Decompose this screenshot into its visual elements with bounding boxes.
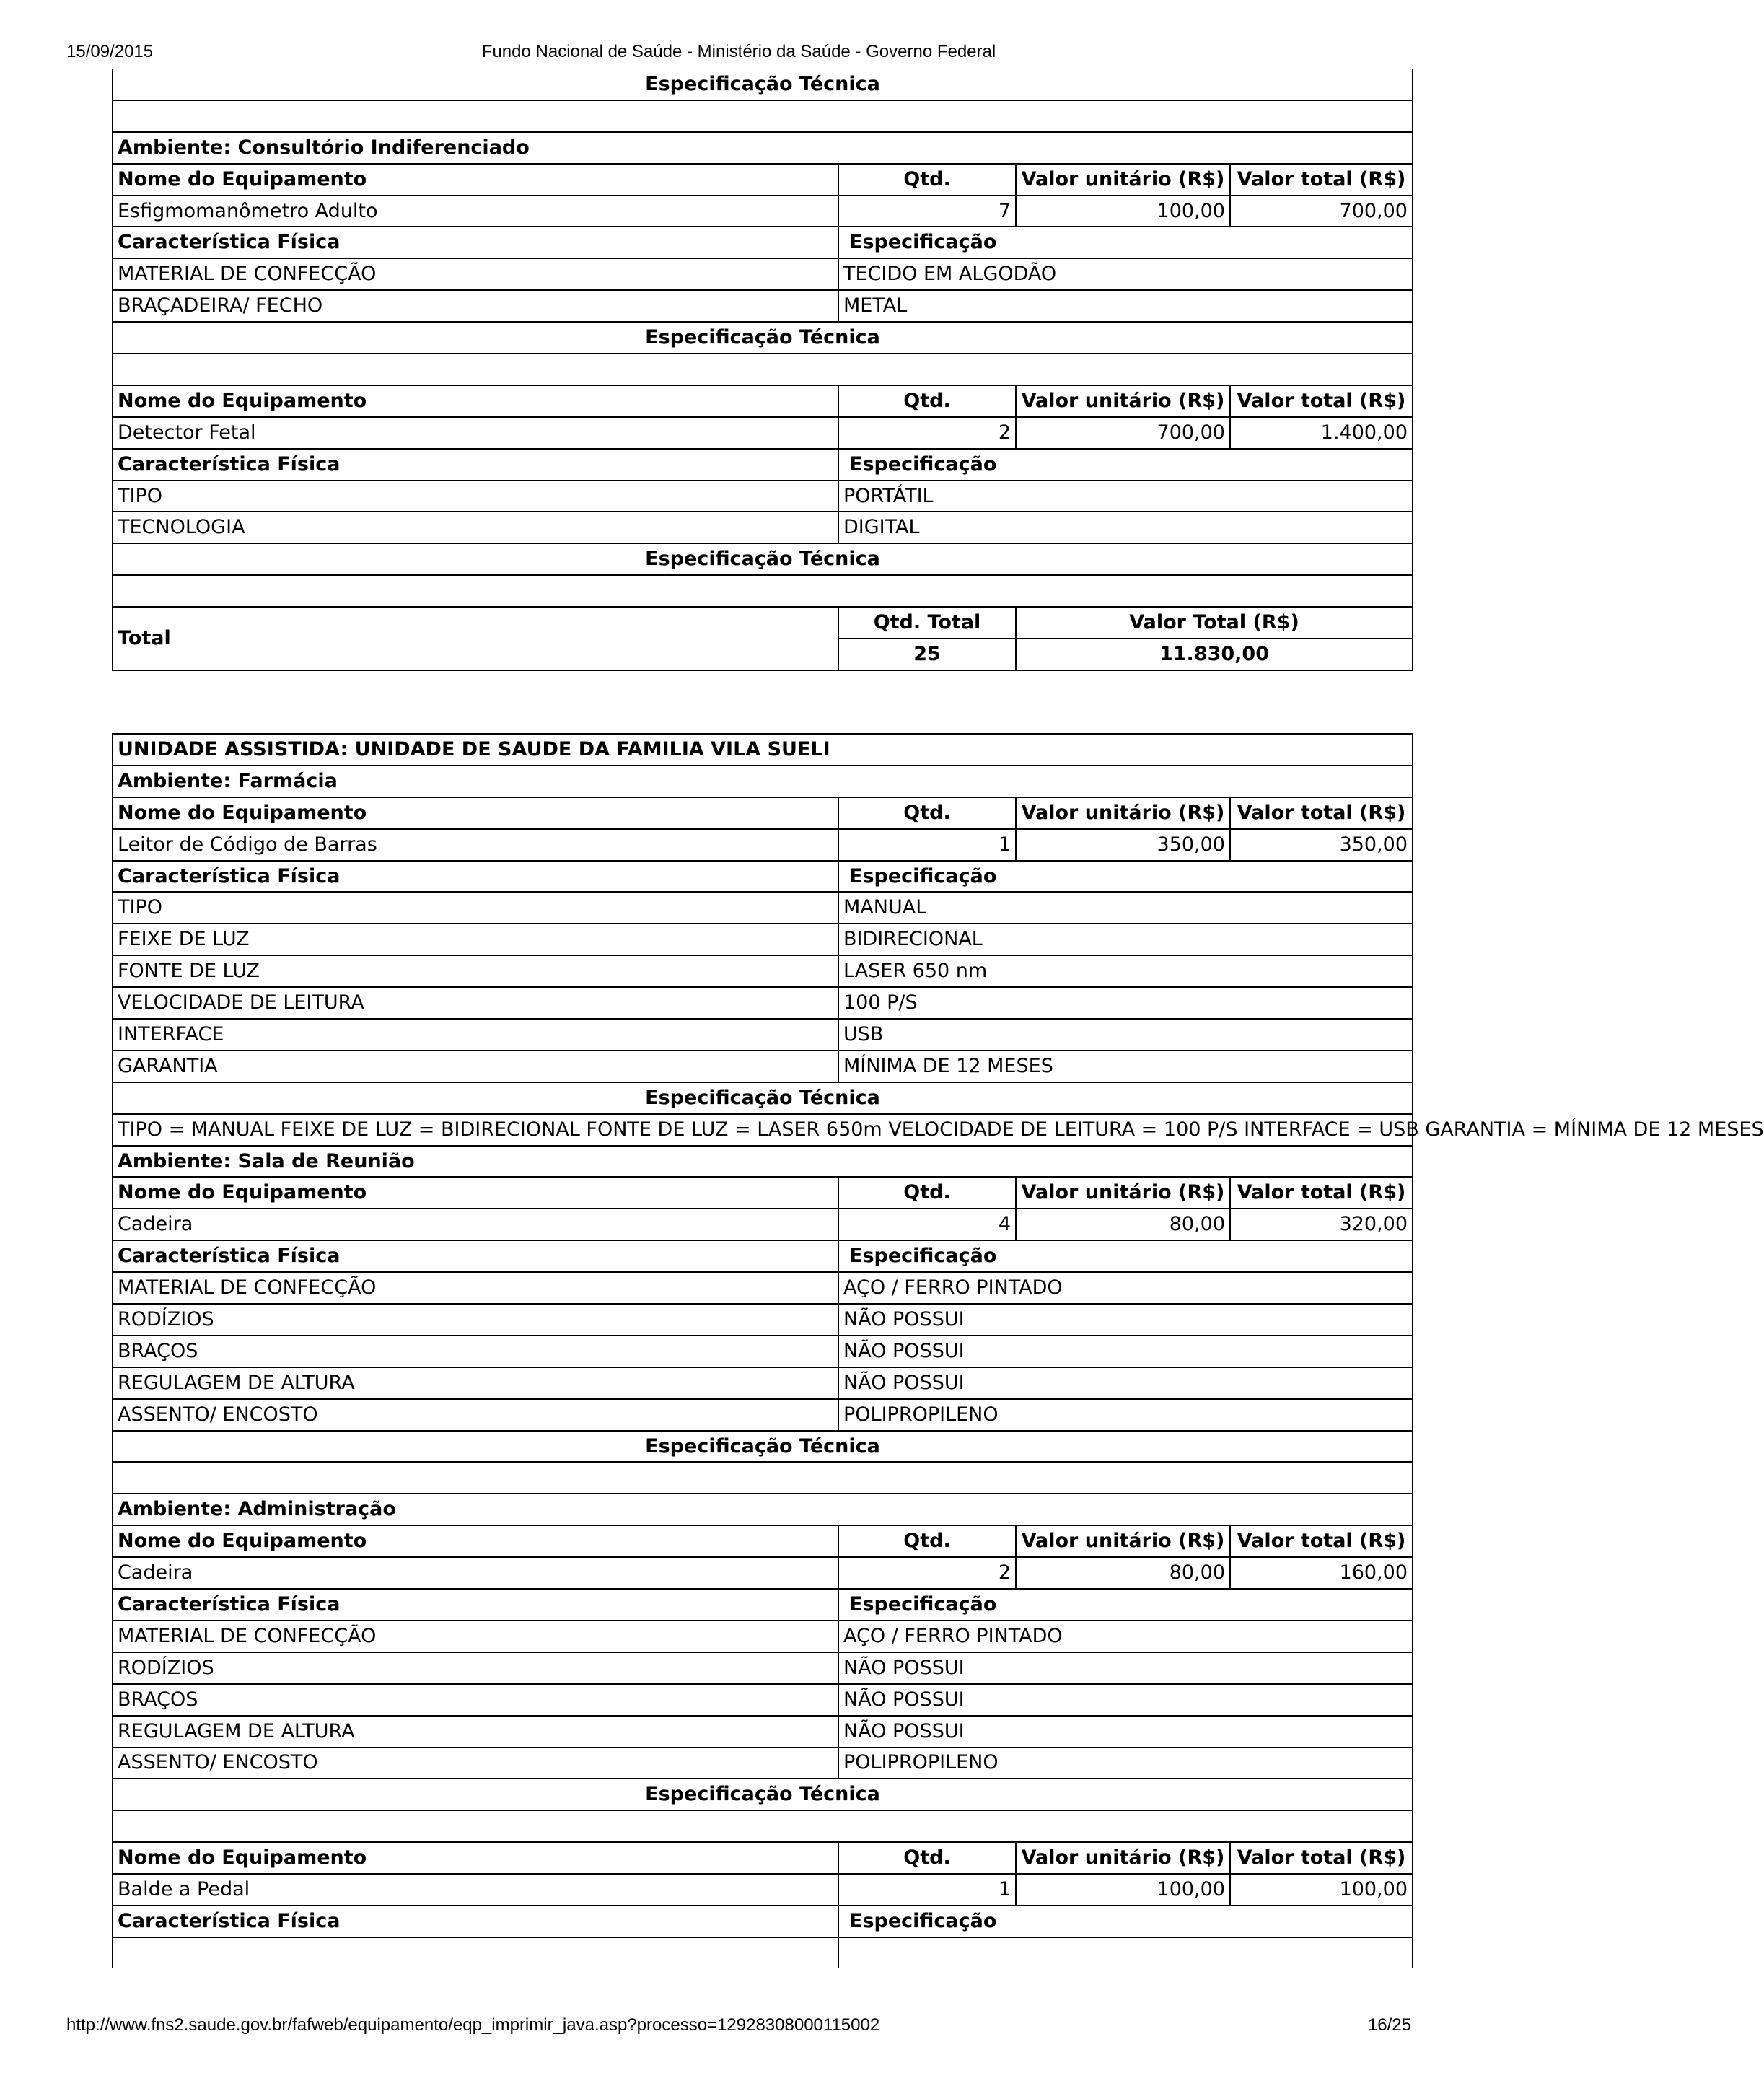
spec-row — [113, 1367, 1413, 1399]
spec-value: NÃO POSSUI — [838, 1684, 1413, 1716]
spec-row — [113, 1272, 1413, 1304]
spec-value: BIDIRECIONAL — [838, 924, 1413, 955]
equipment-table-continued — [112, 69, 1413, 671]
spec-name: BRAÇADEIRA/ FECHO — [113, 290, 838, 322]
spec-row — [113, 290, 1413, 322]
spec-name: TECNOLOGIA — [113, 512, 838, 543]
spec-name: ASSENTO/ ENCOSTO — [113, 1748, 838, 1779]
spec-row — [113, 1652, 1413, 1684]
equipment-total-value: 350,00 — [1230, 829, 1413, 861]
page-number: 16/25 — [1367, 2015, 1411, 2035]
equipment-qtd: 2 — [838, 417, 1016, 449]
spec-header-row — [113, 227, 1413, 258]
equipment-header-row — [113, 164, 1413, 196]
spec-name — [113, 1937, 838, 1968]
col-valor-total: Valor total (R$) — [1230, 1525, 1413, 1557]
col-especificacao: Especificação — [838, 1906, 1413, 1937]
spec-tecnica-value — [113, 354, 1413, 385]
equipment-name: Cadeira — [113, 1209, 838, 1240]
equipment-total-value: 100,00 — [1230, 1874, 1413, 1906]
col-especificacao: Especificação — [838, 1589, 1413, 1621]
spec-value — [838, 1937, 1413, 1968]
unidade-table — [112, 733, 1764, 1968]
spec-header-row — [113, 1240, 1413, 1272]
spec-value: POLIPROPILENO — [838, 1748, 1413, 1779]
equipment-name: Detector Fetal — [113, 417, 838, 449]
spec-value: MANUAL — [838, 892, 1413, 924]
equipment-row — [113, 829, 1413, 861]
spec-value: PORTÁTIL — [838, 481, 1413, 512]
ambiente-label: Ambiente: Farmácia — [113, 766, 1413, 797]
col-qtd: Qtd. — [838, 1842, 1016, 1874]
spec-value: TECIDO EM ALGODÃO — [838, 258, 1413, 290]
equipment-total-value: 700,00 — [1230, 196, 1413, 227]
spec-name: TIPO — [113, 481, 838, 512]
col-valor-total: Valor total (R$) — [1230, 164, 1413, 196]
col-valor-unitario: Valor unitário (R$) — [1016, 164, 1230, 196]
spec-value: NÃO POSSUI — [838, 1304, 1413, 1336]
spec-row — [113, 1684, 1413, 1716]
col-valor-unitario: Valor unitário (R$) — [1016, 797, 1230, 829]
equipment-unit-value: 100,00 — [1016, 1874, 1230, 1906]
col-valor-unitario: Valor unitário (R$) — [1016, 385, 1230, 417]
spec-value: DIGITAL — [838, 512, 1413, 543]
col-caracteristica: Característica Física — [113, 1240, 838, 1272]
col-valor-unitario: Valor unitário (R$) — [1016, 1177, 1230, 1209]
col-valor-total: Valor total (R$) — [1230, 797, 1413, 829]
col-valor-total: Valor total (R$) — [1230, 1842, 1413, 1874]
spec-name: TIPO — [113, 892, 838, 924]
ambiente-label: Ambiente: Consultório Indiferenciado — [113, 132, 1413, 164]
col-valor-total: Valor total (R$) — [1230, 385, 1413, 417]
spec-tecnica-header: Especificação Técnica — [113, 1431, 1413, 1463]
col-nome-equipamento: Nome do Equipamento — [113, 1842, 838, 1874]
col-qtd: Qtd. — [838, 797, 1016, 829]
print-title: Fundo Nacional de Saúde - Ministério da Saúde - Governo Federal — [481, 42, 996, 61]
col-caracteristica: Característica Física — [113, 227, 838, 258]
col-valor-unitario: Valor unitário (R$) — [1016, 1842, 1230, 1874]
print-date: 15/09/2015 — [66, 42, 154, 61]
col-nome-equipamento: Nome do Equipamento — [113, 385, 838, 417]
spec-row — [113, 1304, 1413, 1336]
spec-name: BRAÇOS — [113, 1684, 838, 1716]
spec-tecnica-header: Especificação Técnica — [113, 322, 1413, 354]
equipment-row — [113, 1874, 1413, 1906]
equipment-unit-value: 350,00 — [1016, 829, 1230, 861]
spec-value: USB — [838, 1019, 1413, 1051]
equipment-name: Esfigmomanômetro Adulto — [113, 196, 838, 227]
spec-name: VELOCIDADE DE LEITURA — [113, 987, 838, 1019]
spec-header-row — [113, 1906, 1413, 1937]
spec-value: AÇO / FERRO PINTADO — [838, 1621, 1413, 1652]
spec-name: MATERIAL DE CONFECÇÃO — [113, 1621, 838, 1652]
spec-tecnica-value — [113, 100, 1413, 132]
spec-row — [113, 892, 1413, 924]
equipment-qtd: 2 — [838, 1557, 1016, 1589]
spec-name: RODÍZIOS — [113, 1652, 838, 1684]
spec-row — [113, 258, 1413, 290]
spec-value: NÃO POSSUI — [838, 1367, 1413, 1399]
spec-value: METAL — [838, 290, 1413, 322]
col-caracteristica: Característica Física — [113, 449, 838, 481]
col-especificacao: Especificação — [838, 227, 1413, 258]
equipment-name: Leitor de Código de Barras — [113, 829, 838, 861]
col-caracteristica: Característica Física — [113, 1906, 838, 1937]
spec-tecnica-header: Especificação Técnica — [113, 543, 1413, 575]
ambiente-label: Ambiente: Administração — [113, 1494, 1413, 1525]
col-nome-equipamento: Nome do Equipamento — [113, 1525, 838, 1557]
page-url: http://www.fns2.saude.gov.br/fafweb/equipamento/eqp_imprimir_java.asp?processo=12928308000115002 — [66, 2015, 880, 2035]
equipment-unit-value: 80,00 — [1016, 1209, 1230, 1240]
spec-tecnica-header: Especificação Técnica — [113, 1082, 1413, 1114]
spec-name: MATERIAL DE CONFECÇÃO — [113, 1272, 838, 1304]
col-qtd: Qtd. — [838, 1177, 1016, 1209]
spec-name: FEIXE DE LUZ — [113, 924, 838, 955]
equipment-unit-value: 700,00 — [1016, 417, 1230, 449]
ambiente-label: Ambiente: Sala de Reunião — [113, 1146, 1413, 1178]
col-especificacao: Especificação — [838, 449, 1413, 481]
spec-value: AÇO / FERRO PINTADO — [838, 1272, 1413, 1304]
equipment-row — [113, 196, 1413, 227]
equipment-row — [113, 1557, 1413, 1589]
equipment-qtd: 4 — [838, 1209, 1016, 1240]
equipment-header-row — [113, 1525, 1413, 1557]
spec-row — [113, 512, 1413, 543]
spec-row — [113, 1621, 1413, 1652]
spec-name: GARANTIA — [113, 1051, 838, 1082]
equipment-header-row — [113, 1177, 1413, 1209]
equipment-unit-value: 80,00 — [1016, 1557, 1230, 1589]
spec-tecnica-header: Especificação Técnica — [113, 69, 1413, 100]
col-qtd: Qtd. — [838, 1525, 1016, 1557]
equipment-name: Balde a Pedal — [113, 1874, 838, 1906]
equipment-row — [113, 1209, 1413, 1240]
equipment-name: Cadeira — [113, 1557, 838, 1589]
equipment-header-row — [113, 385, 1413, 417]
col-valor-total: Valor total (R$) — [1230, 1177, 1413, 1209]
spec-tecnica-value — [113, 575, 1413, 607]
spec-tecnica-value — [113, 1810, 1413, 1842]
totals-header-row — [113, 607, 1413, 639]
qtd-total-value: 25 — [838, 639, 1016, 670]
equipment-header-row — [113, 1842, 1413, 1874]
spec-value: LASER 650 nm — [838, 955, 1413, 987]
col-nome-equipamento: Nome do Equipamento — [113, 797, 838, 829]
col-qtd: Qtd. — [838, 164, 1016, 196]
spec-row — [113, 1019, 1413, 1051]
equipment-qtd: 1 — [838, 829, 1016, 861]
valor-total-value: 11.830,00 — [1016, 639, 1413, 670]
equipment-row — [113, 417, 1413, 449]
spec-value: POLIPROPILENO — [838, 1399, 1413, 1431]
col-especificacao: Especificação — [838, 1240, 1413, 1272]
equipment-qtd: 1 — [838, 1874, 1016, 1906]
spec-value: NÃO POSSUI — [838, 1716, 1413, 1748]
col-caracteristica: Característica Física — [113, 1589, 838, 1621]
spec-value: NÃO POSSUI — [838, 1336, 1413, 1367]
spec-row — [113, 1716, 1413, 1748]
spec-row — [113, 481, 1413, 512]
spec-name: INTERFACE — [113, 1019, 838, 1051]
spec-row — [113, 1399, 1413, 1431]
equipment-total-value: 1.400,00 — [1230, 417, 1413, 449]
spec-tecnica-value — [113, 1462, 1413, 1494]
spec-row — [113, 987, 1413, 1019]
spec-name: MATERIAL DE CONFECÇÃO — [113, 258, 838, 290]
col-especificacao: Especificação — [838, 861, 1413, 893]
spec-name: BRAÇOS — [113, 1336, 838, 1367]
spec-value: NÃO POSSUI — [838, 1652, 1413, 1684]
spec-tecnica-value: TIPO = MANUAL FEIXE DE LUZ = BIDIRECIONAL FONTE DE LUZ = LASER 650m VELOCIDADE DE LEITURA = 100 P/S INTERFACE = USB GARANTIA = MÍNIMA DE 12 MESES — [113, 1114, 1413, 1146]
equipment-unit-value: 100,00 — [1016, 196, 1230, 227]
col-nome-equipamento: Nome do Equipamento — [113, 164, 838, 196]
col-qtd: Qtd. — [838, 385, 1016, 417]
equipment-total-value: 320,00 — [1230, 1209, 1413, 1240]
col-valor-unitario: Valor unitário (R$) — [1016, 1525, 1230, 1557]
spec-name: REGULAGEM DE ALTURA — [113, 1716, 838, 1748]
equipment-qtd: 7 — [838, 196, 1016, 227]
spec-row — [113, 955, 1413, 987]
col-nome-equipamento: Nome do Equipamento — [113, 1177, 838, 1209]
col-caracteristica: Característica Física — [113, 861, 838, 893]
spec-row — [113, 924, 1413, 955]
spec-row — [113, 1748, 1413, 1779]
spec-name: REGULAGEM DE ALTURA — [113, 1367, 838, 1399]
col-valor-total-cap: Valor Total (R$) — [1016, 607, 1413, 639]
spec-name: ASSENTO/ ENCOSTO — [113, 1399, 838, 1431]
spec-header-row — [113, 449, 1413, 481]
spec-header-row — [113, 1589, 1413, 1621]
spec-row — [113, 1336, 1413, 1367]
col-qtd-total: Qtd. Total — [838, 607, 1016, 639]
spec-name: RODÍZIOS — [113, 1304, 838, 1336]
unidade-title: UNIDADE ASSISTIDA: UNIDADE DE SAUDE DA FAMILIA VILA SUELI — [113, 734, 1413, 766]
spec-name: FONTE DE LUZ — [113, 955, 838, 987]
equipment-header-row — [113, 797, 1413, 829]
total-label: Total — [113, 607, 838, 670]
equipment-total-value: 160,00 — [1230, 1557, 1413, 1589]
spec-tecnica-header: Especificação Técnica — [113, 1779, 1413, 1810]
spec-header-row — [113, 861, 1413, 893]
spec-value: 100 P/S — [838, 987, 1413, 1019]
spec-value: MÍNIMA DE 12 MESES — [838, 1051, 1413, 1082]
spec-row — [113, 1051, 1413, 1082]
